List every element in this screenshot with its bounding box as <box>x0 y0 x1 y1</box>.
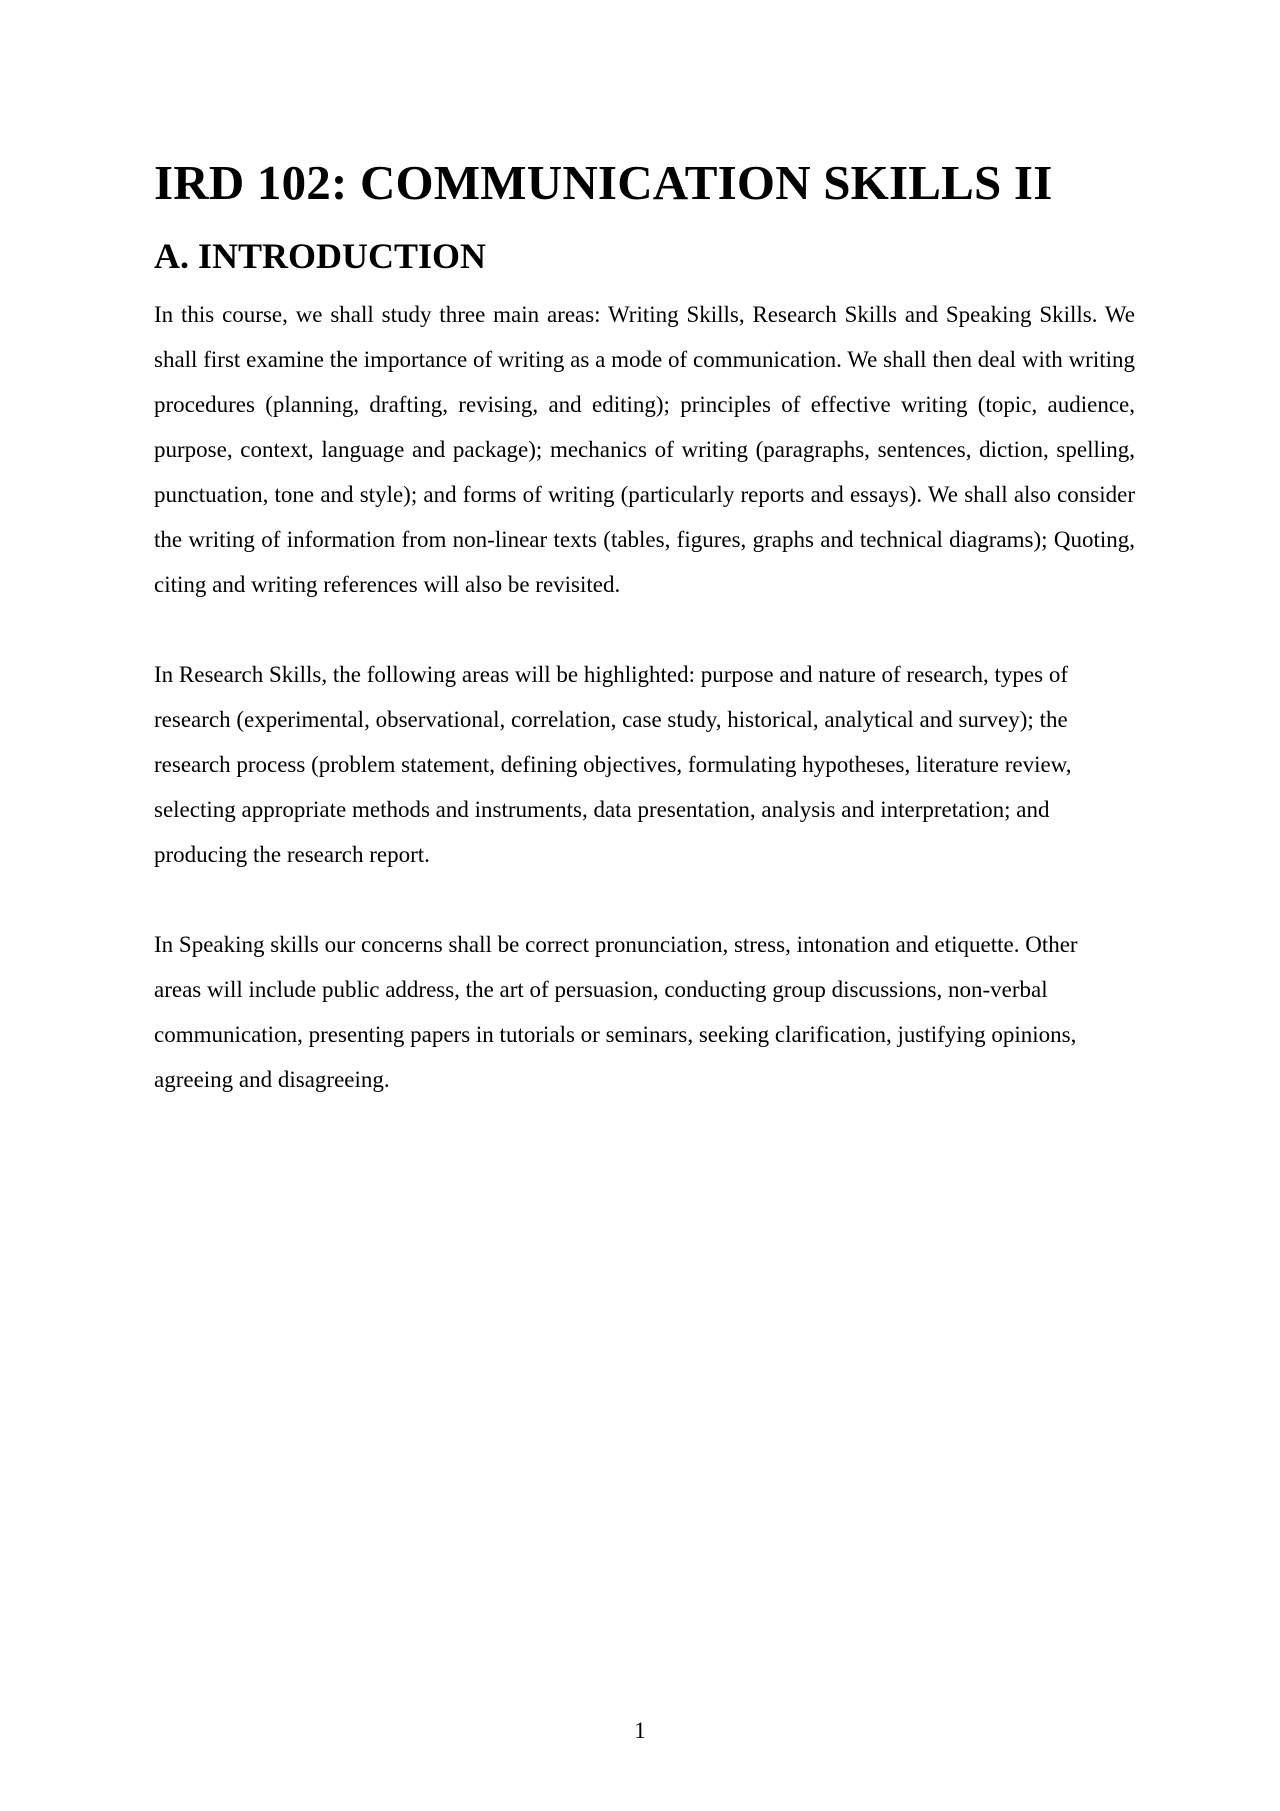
section-heading: A. INTRODUCTION <box>154 236 487 276</box>
page-number: 1 <box>634 1718 646 1743</box>
document-title: IRD 102: COMMUNICATION SKILLS II <box>154 155 1053 210</box>
page-content <box>154 148 1135 1102</box>
intro-paragraph-speaking-skills: In Speaking skills our concerns shall be correct pronunciation, stress, intonation and etiquette. Other areas will include public address, the art of persuasion, conducting group discussions, non-verbal communication, presenting papers in tutorials or seminars, seeking clarification, justifying opinions, agreeing and disagreeing. <box>154 932 1078 1092</box>
intro-paragraph-writing-skills: In this course, we shall study three main areas: Writing Skills, Research Skills and Speaking Skills. We shall first examine the importance of writing as a mode of communication. We shall then deal with writing procedures (planning, drafting, revising, and editing); principles of effective writing (topic, audience, purpose, context, language and package); mechanics of writing (paragraphs, sentences, diction, spelling, punctuation, tone and style); and forms of writing (particularly reports and essays). We shall also consider the writing of information from non-linear texts (tables, figures, graphs and technical diagrams); Quoting, citing and writing references will also be revisited. <box>154 302 1135 597</box>
intro-paragraph-research-skills: In Research Skills, the following areas will be highlighted: purpose and nature of research, types of research (experimental, observational, correlation, case study, historical, analytical and survey); the research process (problem statement, defining objectives, formulating hypotheses, literature review, selecting appropriate methods and instruments, data presentation, analysis and interpretation; and producing the research report. <box>154 662 1072 867</box>
